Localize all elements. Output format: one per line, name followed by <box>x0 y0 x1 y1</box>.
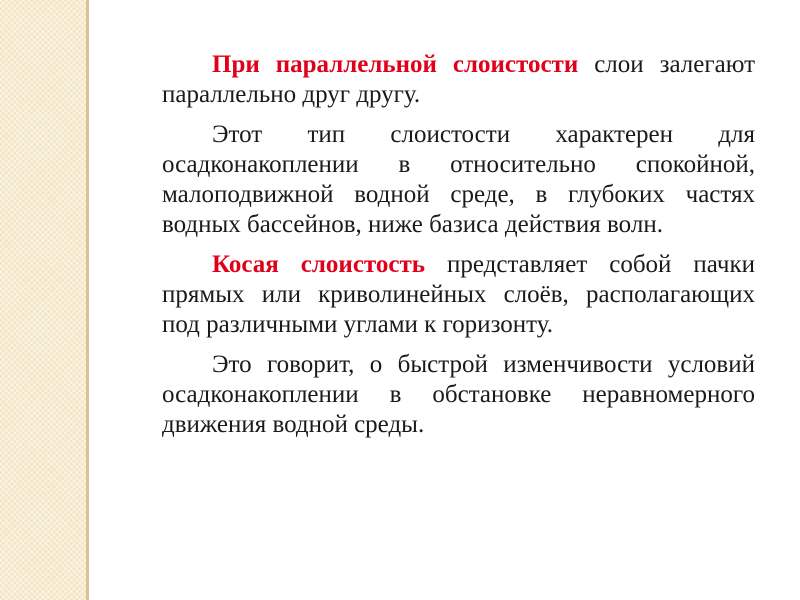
slide-text-block <box>162 50 755 450</box>
paragraph-bedding-conditions <box>162 120 755 240</box>
decorative-sidebar <box>0 0 86 600</box>
paragraph-text: слои залегают параллельно друг другу. <box>162 51 755 108</box>
paragraph-text: Это говорит, о быстрой изменчивости условий осадконакоплении в обстановке неравномерного движения водной среды. <box>162 351 755 438</box>
sidebar-edge <box>86 0 89 600</box>
paragraph-parallel-bedding <box>162 50 755 110</box>
paragraph-text: представляет собой пачки прямых или криволинейных слоёв, располагающих под различными углами к горизонту. <box>162 251 755 338</box>
term-parallel-bedding: При параллельной слоистости <box>212 51 579 78</box>
paragraph-text: Этот тип слоистости характерен для осадконакоплении в относительно спокойной, малоподвижной водной среде, в глубоких частях водных бассейнов, ниже базиса действия волн. <box>162 121 755 238</box>
paragraph-cross-bedding <box>162 250 755 340</box>
paragraph-variability <box>162 350 755 440</box>
term-cross-bedding: Косая слоистость <box>212 251 425 278</box>
